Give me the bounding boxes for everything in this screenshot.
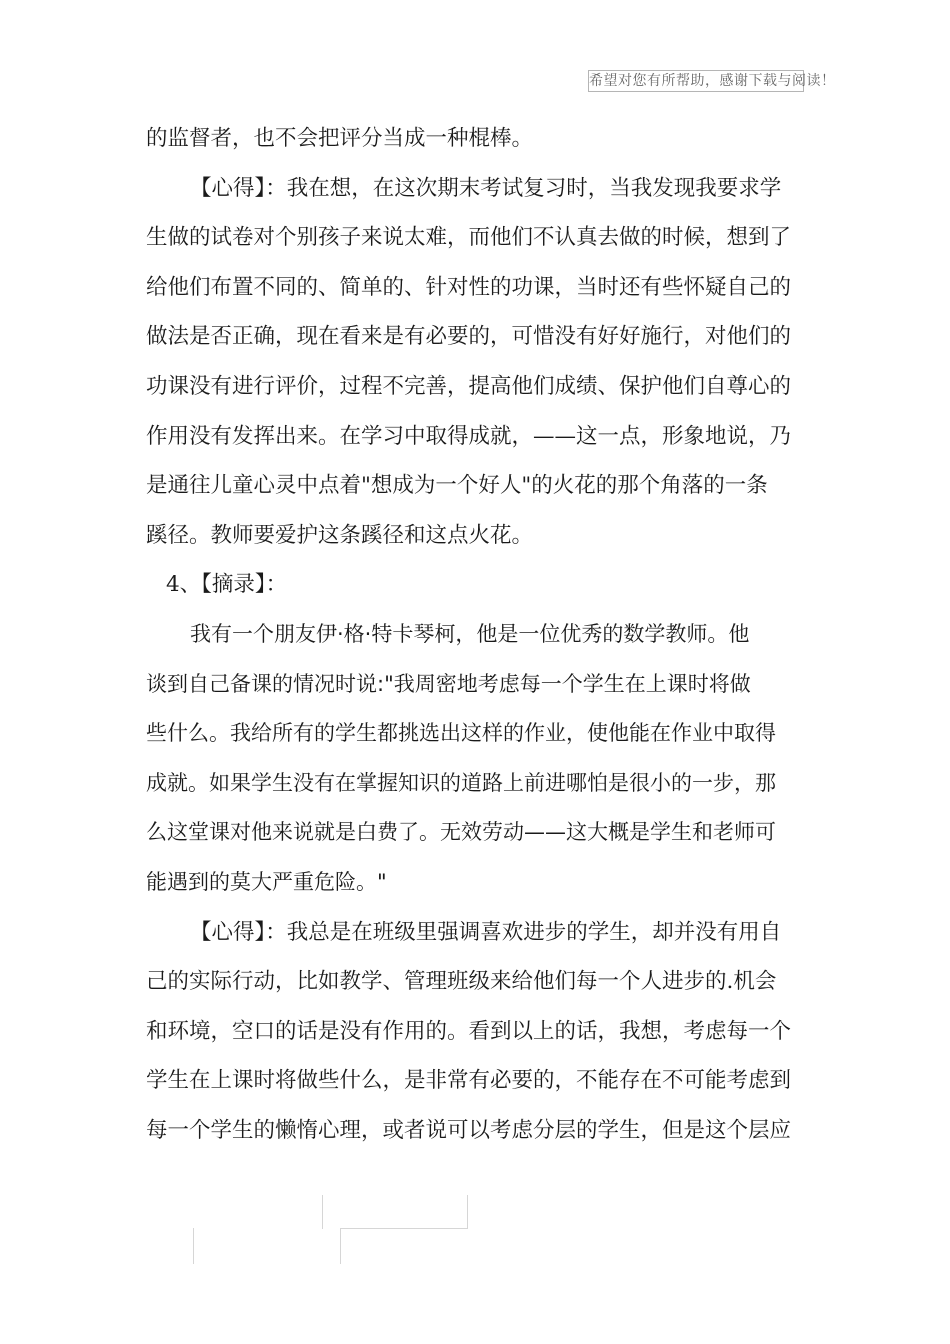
paragraph-line: 蹊径。教师要爱护这条蹊径和这点火花。 — [146, 522, 534, 548]
paragraph-line: 作用没有发挥出来。在学习中取得成就，——这一点，形象地说，乃 — [146, 423, 792, 449]
paragraph-line: 给他们布置不同的、简单的、针对性的功课，当时还有些怀疑自己的 — [146, 274, 792, 300]
section-heading: 4、【摘录】： — [166, 572, 288, 598]
paragraph-line: 学生在上课时将做些什么，是非常有必要的，不能存在不可能考虑到 — [146, 1068, 792, 1094]
decorative-rule — [322, 1195, 323, 1229]
paragraph-line: 成就。如果学生没有在掌握知识的道路上前进哪怕是很小的一步，那 — [146, 770, 776, 795]
paragraph-line: 我有一个朋友伊·格·特卡琴柯，他是一位优秀的数学教师。他 — [190, 621, 750, 646]
decorative-rule — [193, 1228, 194, 1264]
decorative-rule — [340, 1228, 468, 1229]
paragraph-line: 己的实际行动，比如教学、管理班级来给他们每一个人进步的.机会 — [146, 969, 777, 995]
paragraph-line: 生做的试卷对个别孩子来说太难，而他们不认真去做的时候，想到了 — [146, 225, 792, 251]
paragraph-line: 是通往儿童心灵中点着"想成为一个好人"的火花的那个角落的一条 — [146, 473, 768, 499]
paragraph-line: 功课没有进行评价，过程不完善，提高他们成绩、保护他们自尊心的 — [146, 373, 792, 399]
header-download-note: 希望对您有所帮助，感谢下载与阅读！ — [588, 70, 804, 92]
paragraph-line: 【心得】：我在想，在这次期末考试复习时，当我发现我要求学 — [190, 175, 782, 201]
decorative-rule — [467, 1195, 468, 1229]
paragraph-line: 些什么。我给所有的学生都挑选出这样的作业，使他能在作业中取得 — [146, 721, 776, 746]
document-body — [146, 114, 806, 1155]
paragraph-line: 么这堂课对他来说就是白费了。无效劳动——这大概是学生和老师可 — [146, 820, 776, 845]
paragraph-line: 【心得】：我总是在班级里强调喜欢进步的学生，却并没有用自 — [190, 919, 782, 945]
paragraph-line: 能遇到的莫大严重危险。" — [146, 869, 387, 894]
paragraph-line: 和环境，空口的话是没有作用的。看到以上的话，我想，考虑每一个 — [146, 1018, 792, 1044]
paragraph-line: 谈到自己备课的情况时说:"我周密地考虑每一个学生在上课时将做 — [146, 671, 751, 696]
paragraph-line: 做法是否正确，现在看来是有必要的，可惜没有好好施行，对他们的 — [146, 324, 792, 350]
paragraph-line: 每一个学生的懒惰心理，或者说可以考虑分层的学生，但是这个层应 — [146, 1117, 792, 1143]
paragraph-line: 的监督者，也不会把评分当成一种棍棒。 — [146, 126, 534, 151]
decorative-rule — [340, 1228, 341, 1264]
